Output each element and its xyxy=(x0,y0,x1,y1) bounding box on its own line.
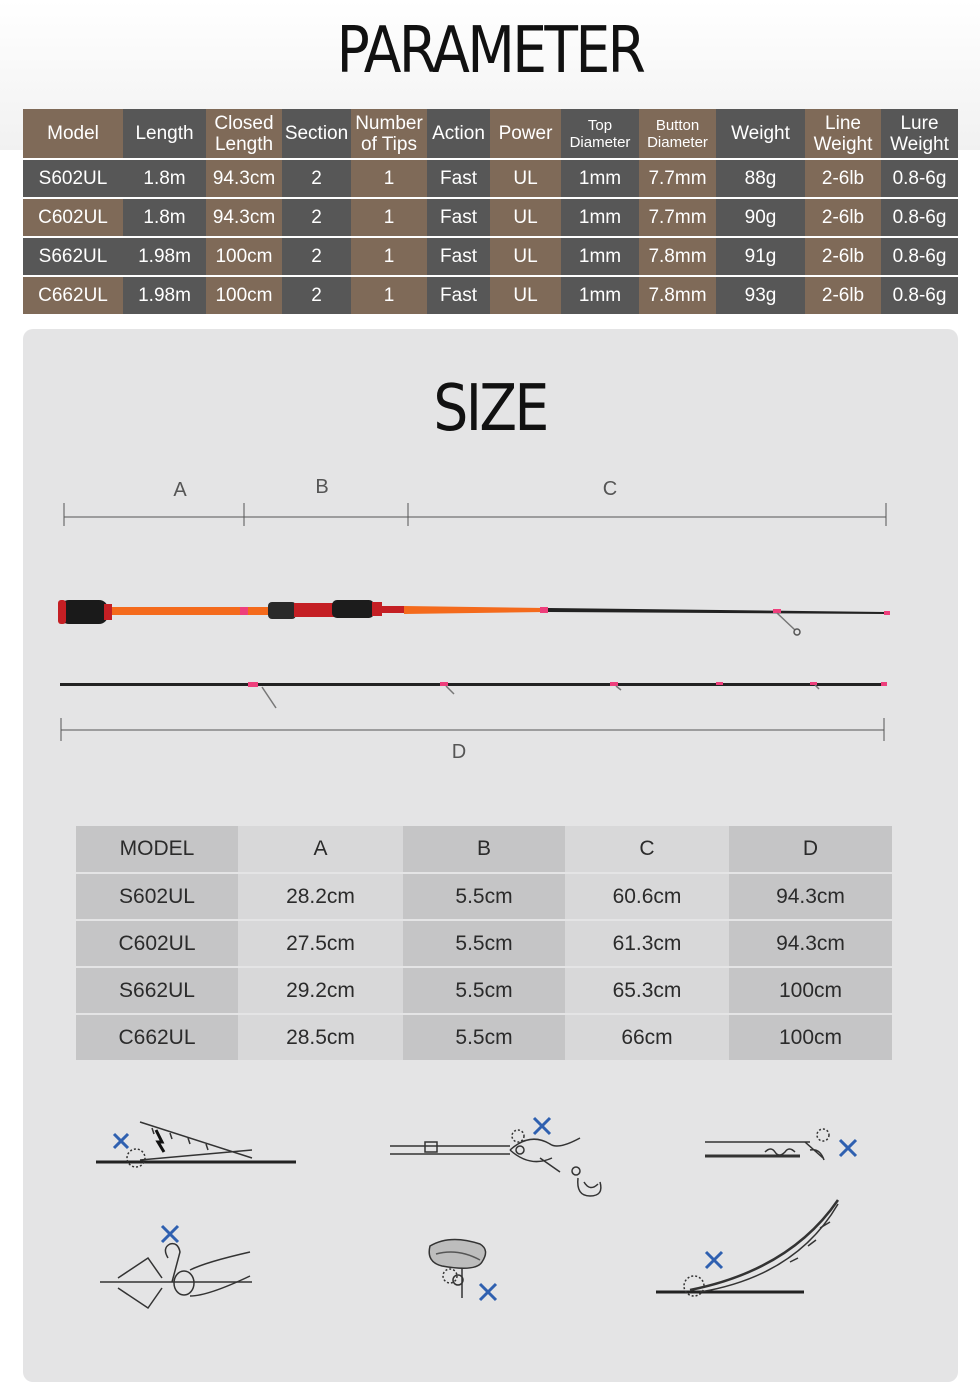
header-length: Length xyxy=(123,109,206,159)
size-header-row xyxy=(76,826,892,873)
table-cell: S602UL xyxy=(23,159,123,198)
table-cell: 1 xyxy=(351,159,427,198)
table-cell: 1.8m xyxy=(123,198,206,237)
size-header-a: A xyxy=(238,826,403,873)
table-cell: 2 xyxy=(282,159,351,198)
table-cell: 1 xyxy=(351,198,427,237)
table-cell: 0.8-6g xyxy=(881,198,958,237)
table-cell: 28.5cm xyxy=(238,1014,403,1060)
table-cell: S602UL xyxy=(76,873,238,920)
table-cell: 5.5cm xyxy=(403,1014,565,1060)
table-cell: 1 xyxy=(351,237,427,276)
header-line-weight: Line Weight xyxy=(805,109,881,159)
table-cell: 66cm xyxy=(565,1014,729,1060)
rod-butt-section xyxy=(58,600,890,635)
table-cell: 7.7mm xyxy=(639,198,716,237)
table-cell: Fast xyxy=(427,198,490,237)
warning-icons xyxy=(0,1100,980,1320)
table-cell: 7.7mm xyxy=(639,159,716,198)
header-top-diameter: Top Diameter xyxy=(561,109,639,159)
table-cell: UL xyxy=(490,237,561,276)
table-cell: 28.2cm xyxy=(238,873,403,920)
rod-tip-stepped-on-warning-icon xyxy=(96,1122,296,1167)
header-model: Model xyxy=(23,109,123,159)
size-header-model: MODEL xyxy=(76,826,238,873)
table-row xyxy=(23,237,958,276)
table-cell: 60.6cm xyxy=(565,873,729,920)
table-cell: 100cm xyxy=(206,237,282,276)
table-cell: 2 xyxy=(282,237,351,276)
dimension-label-b: B xyxy=(315,476,329,498)
table-cell: 1mm xyxy=(561,237,639,276)
header-number-of-tips: Number of Tips xyxy=(351,109,427,159)
header-closed-length: Closed Length xyxy=(206,109,282,159)
table-cell: 93g xyxy=(716,276,805,314)
lure-hook-snag-warning-icon xyxy=(390,1118,601,1196)
table-cell: S662UL xyxy=(76,967,238,1014)
table-row xyxy=(23,198,958,237)
size-title: SIZE xyxy=(433,372,547,446)
table-cell: UL xyxy=(490,159,561,198)
table-cell: 0.8-6g xyxy=(881,276,958,314)
table-cell: 65.3cm xyxy=(565,967,729,1014)
dimension-label-a: A xyxy=(173,479,187,501)
rod-size-diagram xyxy=(0,470,980,770)
header-section: Section xyxy=(282,109,351,159)
table-row xyxy=(23,159,958,198)
table-cell: Fast xyxy=(427,276,490,314)
table-cell: 0.8-6g xyxy=(881,159,958,198)
dimension-label-d: D xyxy=(451,741,467,763)
size-header-c: C xyxy=(565,826,729,873)
table-cell: 61.3cm xyxy=(565,920,729,967)
parameter-table xyxy=(23,109,958,314)
table-cell: 1mm xyxy=(561,198,639,237)
parameter-header-row xyxy=(23,109,958,159)
table-cell: C602UL xyxy=(76,920,238,967)
table-row xyxy=(76,1014,892,1060)
table-cell: 94.3cm xyxy=(206,198,282,237)
table-cell: 2-6lb xyxy=(805,159,881,198)
table-row xyxy=(76,873,892,920)
header-weight: Weight xyxy=(716,109,805,159)
table-cell: 1.8m xyxy=(123,159,206,198)
table-cell: UL xyxy=(490,198,561,237)
table-cell: 1 xyxy=(351,276,427,314)
table-cell: 2 xyxy=(282,198,351,237)
table-cell: 1.98m xyxy=(123,237,206,276)
header-power: Power xyxy=(490,109,561,159)
table-cell: 2-6lb xyxy=(805,237,881,276)
table-cell: 100cm xyxy=(729,1014,892,1060)
hook-on-guide-warning-icon xyxy=(100,1226,252,1308)
table-cell: 2-6lb xyxy=(805,198,881,237)
table-cell: C662UL xyxy=(76,1014,238,1060)
size-table xyxy=(76,826,892,1060)
table-cell: 91g xyxy=(716,237,805,276)
dimension-line-bottom xyxy=(61,718,884,741)
header-button-diameter: Button Diameter xyxy=(639,109,716,159)
table-cell: Fast xyxy=(427,159,490,198)
table-cell: 94.3cm xyxy=(729,873,892,920)
size-header-d: D xyxy=(729,826,892,873)
table-cell: 5.5cm xyxy=(403,873,565,920)
header-lure-weight: Lure Weight xyxy=(881,109,958,159)
table-cell: 5.5cm xyxy=(403,920,565,967)
table-cell: 90g xyxy=(716,198,805,237)
table-cell: UL xyxy=(490,276,561,314)
table-cell: 7.8mm xyxy=(639,276,716,314)
table-cell: 27.5cm xyxy=(238,920,403,967)
table-cell: 2 xyxy=(282,276,351,314)
size-header-b: B xyxy=(403,826,565,873)
table-cell: 5.5cm xyxy=(403,967,565,1014)
rod-overbend-warning-icon xyxy=(656,1200,838,1296)
line-knot-through-guide-warning-icon xyxy=(705,1129,856,1160)
table-cell: 1mm xyxy=(561,276,639,314)
table-cell: 2-6lb xyxy=(805,276,881,314)
table-cell: Fast xyxy=(427,237,490,276)
table-cell: 100cm xyxy=(206,276,282,314)
table-cell: 94.3cm xyxy=(206,159,282,198)
table-cell: 94.3cm xyxy=(729,920,892,967)
table-cell: 7.8mm xyxy=(639,237,716,276)
table-row xyxy=(23,276,958,314)
table-cell: 100cm xyxy=(729,967,892,1014)
table-row xyxy=(76,967,892,1014)
table-cell: 0.8-6g xyxy=(881,237,958,276)
table-cell: 1mm xyxy=(561,159,639,198)
dimension-lines-top xyxy=(64,503,886,526)
table-cell: C662UL xyxy=(23,276,123,314)
dimension-label-c: C xyxy=(602,478,618,500)
table-cell: C602UL xyxy=(23,198,123,237)
rod-stepped-on-warning-icon xyxy=(429,1239,496,1300)
table-cell: 88g xyxy=(716,159,805,198)
table-cell: 1.98m xyxy=(123,276,206,314)
table-cell: 29.2cm xyxy=(238,967,403,1014)
table-row xyxy=(76,920,892,967)
header-action: Action xyxy=(427,109,490,159)
table-cell: S662UL xyxy=(23,237,123,276)
parameter-title: PARAMETER xyxy=(336,14,644,88)
rod-tip-section xyxy=(60,682,887,708)
